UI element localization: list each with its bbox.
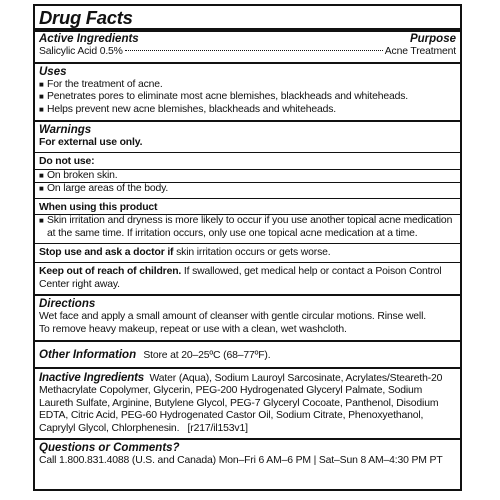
warnings-section [39, 122, 456, 294]
uses-item [39, 91, 456, 104]
inactive-ingredients-section [39, 369, 456, 439]
stop-use-text [35, 244, 460, 264]
do-not-use-text: On broken skin. [47, 169, 118, 181]
bullet-icon: ■ [39, 92, 44, 102]
bullet-icon: ■ [39, 184, 44, 194]
uses-item [39, 79, 456, 92]
bullet-icon: ■ [39, 104, 44, 114]
directions-line: Wet face and apply a small amount of cleanser with gentle circular motions. Rinse well. [39, 311, 426, 323]
active-ingredient-row [39, 46, 456, 59]
drug-facts-panel [33, 4, 462, 491]
directions-line: To remove heavy makeup, repeat or use with a clean, wet washcloth. [39, 323, 347, 335]
bullet-icon: ■ [39, 79, 44, 89]
do-not-use-heading: Do not use: [35, 156, 460, 170]
keep-out-bold: Keep out of reach of children. [39, 266, 182, 278]
do-not-use-block [39, 153, 456, 199]
warnings-head [35, 122, 460, 153]
directions-section [39, 296, 456, 339]
purpose-heading: Purpose [409, 33, 456, 45]
questions-heading: Questions or Comments? [39, 442, 180, 455]
drug-facts-title: Drug Facts [39, 7, 133, 28]
when-using-item [35, 215, 460, 243]
uses-item [39, 104, 456, 117]
other-information-text [141, 350, 271, 361]
warnings-heading: Warnings [39, 124, 92, 137]
inactive-ingredients-heading: Inactive Ingredients [39, 371, 145, 384]
uses-section [39, 64, 456, 121]
inactive-list: Water (Aqua), Sodium Lauroyl Sarcosinate, Acrylates/Steareth-20 Methacrylate Copolymer, Glycerin, PEG-200 Hydrogenated Glyceryl Palmate, Sodium Laureth Sulfate, Arginine, Butylene Glycol, PEG-7 Glyceryl Cocoate, Panthenol, Disodium EDTA, Citric Acid, PEG-60 Hydrogenated Castor Oil, Sodium Citrate, Phenoxyethanol, Caprylyl Glycol, Chlorphenesin. [39, 372, 443, 434]
active-purpose: Acne Treatment [384, 46, 456, 57]
do-not-use-item [35, 183, 460, 199]
when-using-text: Skin irritation and dryness is more likely to occur if you use another topical acne medication at the same time. If irritation occurs, only use one topical acne medication at a time. [47, 215, 453, 239]
active-ingredient: Salicylic Acid 0.5% [39, 46, 123, 57]
directions-heading: Directions [39, 298, 96, 311]
questions-section [39, 440, 456, 470]
do-not-use-item [35, 170, 460, 184]
active-header-row [39, 33, 456, 46]
keep-out-detail: If swallowed, get medical help or contact a Poison Control Center right away. [39, 266, 442, 290]
bullet-icon: ■ [39, 216, 44, 226]
active-ingredients-heading: Active Ingredients [39, 33, 139, 45]
uses-item-text: Helps prevent new acne blemishes, blackheads and whiteheads. [47, 103, 337, 115]
uses-heading: Uses [39, 65, 67, 78]
leader-dots [125, 50, 383, 51]
keep-out-text [39, 263, 456, 294]
other-information-heading: Other Information [39, 348, 137, 361]
stop-use-bold: Stop use and ask a doctor if [39, 246, 174, 258]
other-information-section [39, 342, 456, 367]
active-ingredients-section [39, 32, 456, 62]
uses-item-text: Penetrates pores to eliminate most acne blemishes, blackheads and whiteheads. [47, 91, 408, 103]
when-using-heading: When using this product [35, 202, 460, 216]
inactive-code: [r217/il153v1] [187, 422, 248, 434]
do-not-use-text: On large areas of the body. [47, 183, 169, 195]
external-use-text: For external use only. [39, 137, 143, 149]
bullet-icon: ■ [39, 170, 44, 180]
stop-use-detail: skin irritation occurs or gets worse. [173, 246, 331, 258]
when-using-block [39, 199, 456, 244]
storage-text: Store at 20–25ºC (68–77ºF). [143, 349, 271, 361]
uses-item-text: For the treatment of acne. [47, 78, 163, 90]
questions-text: Call 1.800.831.4088 (U.S. and Canada) Mon–Fri 6 AM–6 PM | Sat–Sun 8 AM–4:30 PM PT [39, 455, 443, 467]
